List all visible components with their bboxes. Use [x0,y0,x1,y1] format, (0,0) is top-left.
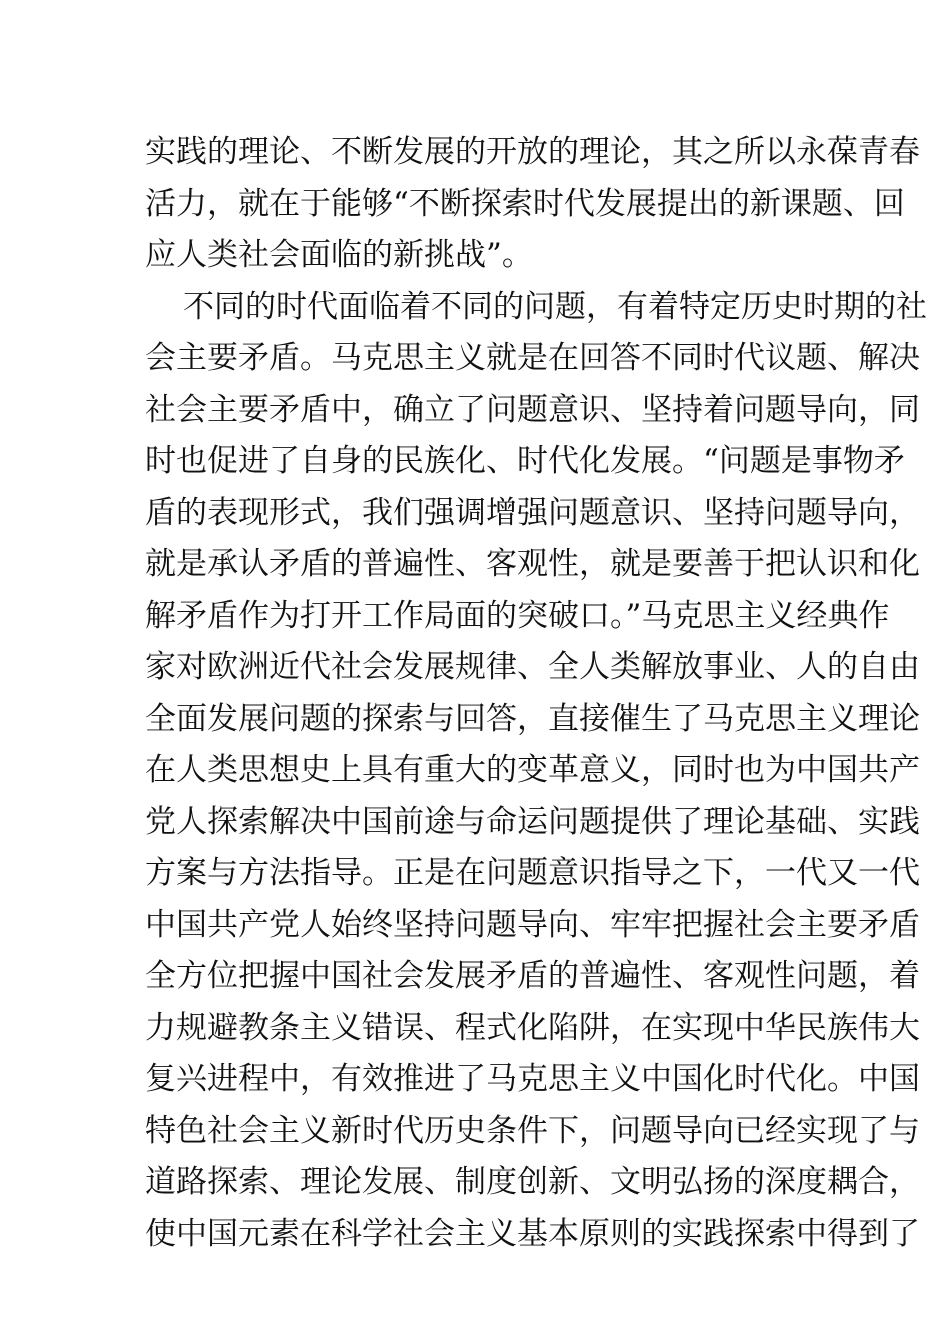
paragraph-2-line-7: 解矛盾作为打开工作局面的突破口。”马克思主义经典作 [145,598,890,634]
paragraph-2-line-10: 在人类思想史上具有重大的变革意义，同时也为中国共产 [145,752,920,788]
paragraph-2-line-8: 家对欧洲近代社会发展规律、全人类解放事业、人的自由 [145,649,920,685]
paragraph-2-line-3: 社会主要矛盾中，确立了问题意识、坚持着问题导向，同 [145,392,920,428]
paragraph-2-line-16: 复兴进程中，有效推进了马克思主义中国化时代化。中国 [145,1061,920,1097]
paragraph-2-line-12: 方案与方法指导。正是在问题意识指导之下，一代又一代 [145,855,920,891]
paragraph-2-line-13: 中国共产党人始终坚持问题导向、牢牢把握社会主要矛盾 [145,907,920,943]
paragraph-1-line-2: 活力，就在于能够“不断探索时代发展提出的新课题、回 [145,186,905,222]
paragraph-2-line-18: 道路探索、理论发展、制度创新、文明弘扬的深度耦合， [145,1164,920,1200]
paragraph-2-line-2: 会主要矛盾。马克思主义就是在回答不同时代议题、解决 [145,340,920,376]
paragraph-2-line-15: 力规避教条主义错误、程式化陷阱，在实现中华民族伟大 [145,1010,920,1046]
paragraph-2-line-19: 使中国元素在科学社会主义基本原则的实践探索中得到了 [145,1216,920,1252]
paragraph-1-line-3: 应人类社会面临的新挑战”。 [145,237,533,273]
paragraph-2-line-17: 特色社会主义新时代历史条件下，问题导向已经实现了与 [145,1113,920,1149]
paragraph-2-line-5: 盾的表现形式，我们强调增强问题意识、坚持问题导向， [145,495,920,531]
paragraph-2-line-11: 党人探索解决中国前途与命运问题提供了理论基础、实践 [145,804,920,840]
paragraph-2-line-6: 就是承认矛盾的普遍性、客观性，就是要善于把认识和化 [145,546,920,582]
paragraph-2-line-4: 时也促进了自身的民族化、时代化发展。“问题是事物矛 [145,443,905,479]
paragraph-2-line-14: 全方位把握中国社会发展矛盾的普遍性、客观性问题，着 [145,958,920,994]
paragraph-2-line-9: 全面发展问题的探索与回答，直接催生了马克思主义理论 [145,701,920,737]
paragraph-2-line-1: 不同的时代面临着不同的问题，有着特定历史时期的社 [183,289,927,325]
paragraph-1-line-1: 实践的理论、不断发展的开放的理论，其之所以永葆青春 [145,134,920,170]
